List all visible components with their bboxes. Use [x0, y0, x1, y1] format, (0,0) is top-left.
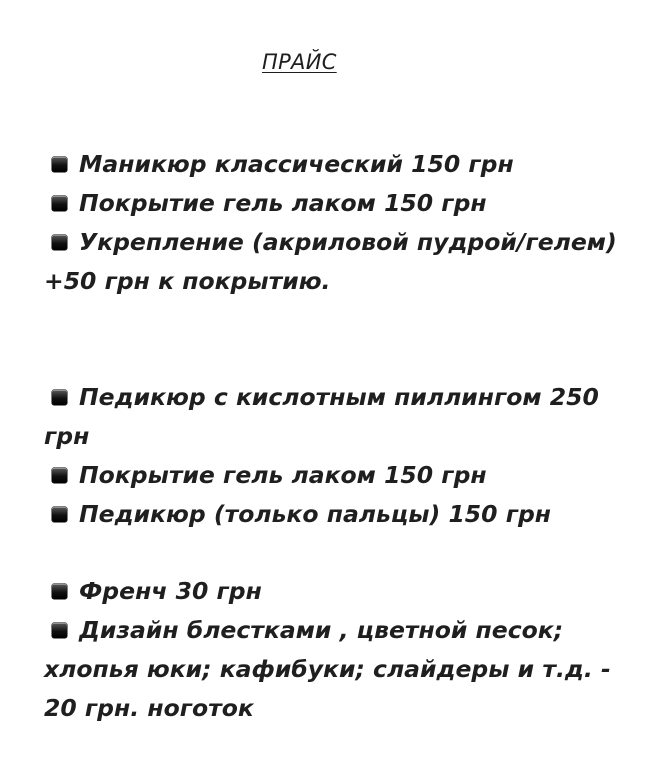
list-item [44, 378, 644, 416]
list-item [44, 145, 644, 183]
list-item-text: Покрытие гель лаком 150 грн [79, 189, 487, 217]
black-square-bullet-icon [52, 390, 67, 405]
black-square-bullet-icon [52, 235, 67, 250]
list-item-text: Маникюр классический 150 грн [79, 150, 514, 178]
black-square-bullet-icon [52, 468, 67, 483]
list-item-continuation: +50 грн к покрытию. [44, 267, 331, 295]
black-square-bullet-icon [52, 584, 67, 599]
list-item-continuation: грн [44, 422, 90, 450]
list-item-continuation: 20 грн. ноготок [44, 694, 254, 722]
price-title: ПРАЙС [262, 50, 337, 74]
list-item [44, 572, 644, 610]
list-item-text: Педикюр с кислотным пиллингом 250 [79, 383, 599, 411]
black-square-bullet-icon [52, 623, 67, 638]
list-item-text: Френч 30 грн [79, 577, 262, 605]
list-item [44, 611, 644, 649]
black-square-bullet-icon [52, 157, 67, 172]
list-item [44, 495, 644, 533]
list-item-text: Укрепление (акриловой пудрой/гелем) [79, 228, 617, 256]
list-item [44, 184, 644, 222]
black-square-bullet-icon [52, 507, 67, 522]
list-item-text: Покрытие гель лаком 150 грн [79, 461, 487, 489]
list-item-text: Педикюр (только пальцы) 150 грн [79, 500, 552, 528]
list-item [44, 456, 644, 494]
list-item-continuation: хлопья юки; кафибуки; слайдеры и т.д. - [44, 655, 611, 683]
list-item [44, 223, 644, 261]
black-square-bullet-icon [52, 196, 67, 211]
list-item-text: Дизайн блестками , цветной песок; [79, 616, 564, 644]
